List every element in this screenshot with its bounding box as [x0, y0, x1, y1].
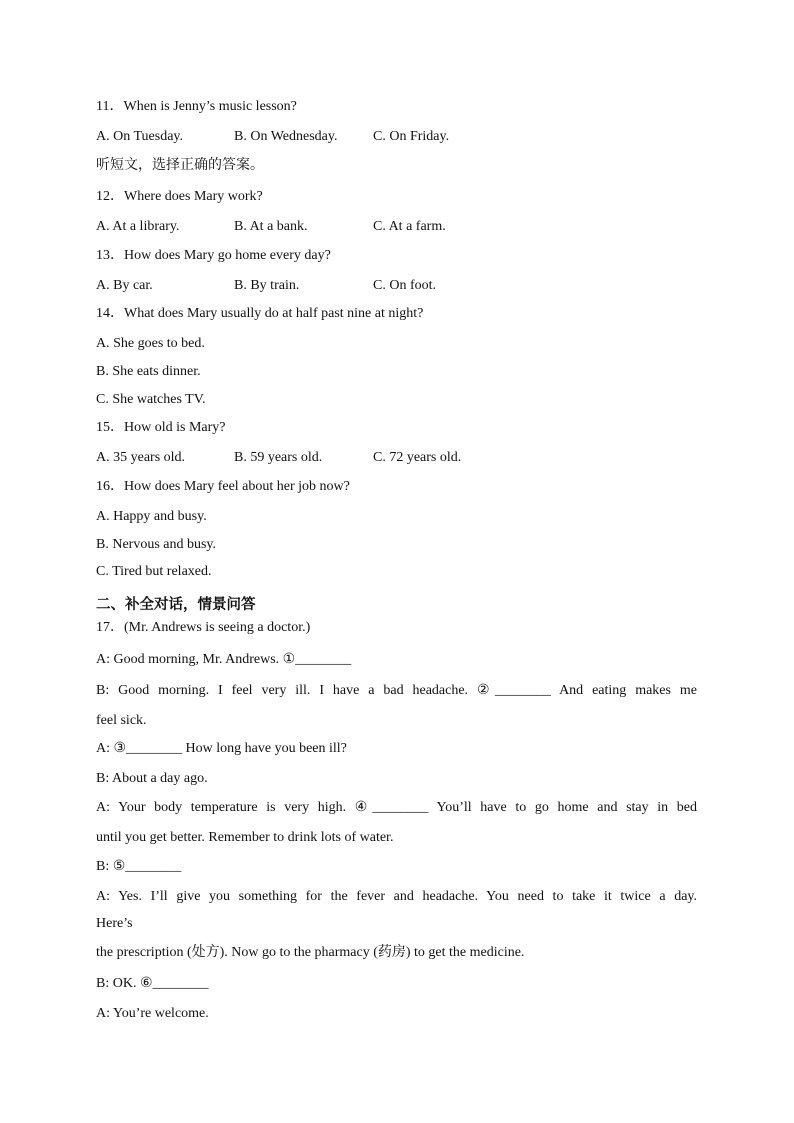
q11-option-b: B. On Wednesday. — [234, 129, 338, 144]
q12-option-a: A. At a library. — [96, 219, 180, 234]
section-heading: 二、补全对话，情景问答 — [96, 597, 256, 613]
dialogue-line: A: Your body temperature is very high. ④________ You’ll have to go home and stay in bed — [96, 800, 697, 815]
listening-instruction: 听短文，选择正确的答案。 — [96, 157, 264, 173]
q14-option-c: C. She watches TV. — [96, 392, 206, 407]
question-12: 12．Where does Mary work? — [96, 189, 263, 204]
q15-option-c: C. 72 years old. — [373, 450, 462, 465]
q11-option-c: C. On Friday. — [373, 129, 450, 144]
q16-option-b: B. Nervous and busy. — [96, 537, 217, 552]
dialogue-line: B: OK. ⑥________ — [96, 976, 209, 991]
question-13: 13．How does Mary go home every day? — [96, 248, 331, 263]
q14-option-b: B. She eats dinner. — [96, 364, 201, 379]
dialogue-line: until you get better. Remember to drink lots of water. — [96, 830, 394, 845]
dialogue-line: Here’s — [96, 916, 133, 931]
question-17: 17．(Mr. Andrews is seeing a doctor.) — [96, 620, 311, 635]
dialogue-line: B: About a day ago. — [96, 771, 208, 786]
question-15: 15．How old is Mary? — [96, 420, 226, 435]
dialogue-line: the prescription (处方). Now go to the pharmacy (药房) to get the medicine. — [96, 945, 525, 960]
dialogue-line: A: Good morning, Mr. Andrews. ①________ — [96, 652, 352, 667]
q13-option-b: B. By train. — [234, 278, 300, 293]
dialogue-line: A: Yes. I’ll give you something for the fever and headache. You need to take it twice a day. — [96, 889, 697, 904]
dialogue-line: A: ③________ How long have you been ill? — [96, 741, 347, 756]
q16-option-c: C. Tired but relaxed. — [96, 564, 212, 579]
dialogue-line: feel sick. — [96, 713, 147, 728]
q15-option-b: B. 59 years old. — [234, 450, 323, 465]
dialogue-line: A: You’re welcome. — [96, 1006, 209, 1021]
question-16: 16．How does Mary feel about her job now? — [96, 479, 350, 494]
q13-option-a: A. By car. — [96, 278, 153, 293]
q11-option-a: A. On Tuesday. — [96, 129, 183, 144]
dialogue-line: B: ⑤________ — [96, 859, 182, 874]
q12-option-c: C. At a farm. — [373, 219, 446, 234]
q12-option-b: B. At a bank. — [234, 219, 308, 234]
q15-option-a: A. 35 years old. — [96, 450, 186, 465]
q16-option-a: A. Happy and busy. — [96, 509, 207, 524]
q14-option-a: A. She goes to bed. — [96, 336, 205, 351]
dialogue-line: B: Good morning. I feel very ill. I have a bad headache. ②________ And eating makes me — [96, 683, 697, 698]
question-11: 11．When is Jenny’s music lesson? — [96, 99, 297, 114]
q13-option-c: C. On foot. — [373, 278, 436, 293]
question-14: 14．What does Mary usually do at half past nine at night? — [96, 306, 424, 321]
